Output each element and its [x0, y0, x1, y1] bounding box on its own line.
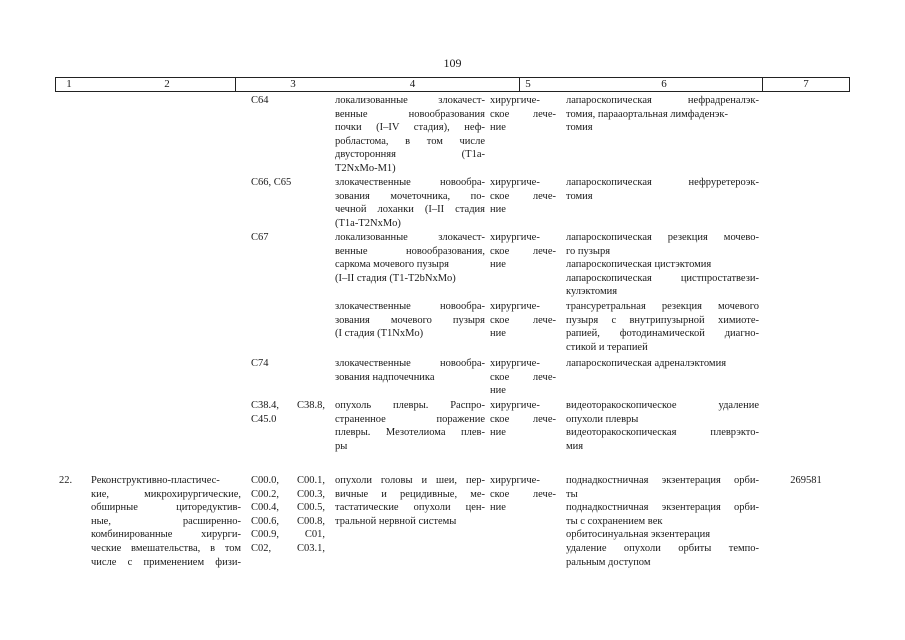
icd-codes: C38.4, C38.8, C45.0	[251, 400, 325, 425]
diagnosis: локализованные злокачест- венные новообразования почки (I–IV стадия), неф- робластома, в том числе двусторонняя (T1a- T2NxMo-M1)	[335, 95, 485, 174]
diagnosis: опухоли головы и шеи, пер- вичные и рецидивные, ме- тастатические опухоли цен- тральной нервной системы	[335, 475, 485, 527]
treatment-type: хирургиче- ское лече- ние	[490, 95, 556, 134]
treatment-methods: видеоторакоскопическое удаление опухоли плевры видеоторакоскопическая плеврэкто- мия	[566, 400, 759, 452]
header-col-7: 7	[803, 78, 809, 90]
icd-codes: C66, C65	[251, 177, 292, 188]
header-col-2: 2	[164, 78, 170, 90]
header-col-6: 6	[661, 78, 667, 90]
diagnosis: локализованные злокачест- венные новообразования, саркома мочевого пузыря (I–II стадия (T1-T2bNxMo)	[335, 232, 485, 284]
treatment-methods: поднадкостничная экзентерация орби- ты поднадкостничная экзентерация орби- ты с сохранением век орбитосинуальная экзентерация удаление опухоли орбиты темпо- ральным доступом	[566, 475, 759, 568]
treatment-methods: лапароскопическая нефрадреналэк- томия, парааортальная лимфаденэк- томия	[566, 95, 759, 134]
header-col-5: 5	[525, 78, 531, 90]
icd-codes: C67	[251, 232, 269, 243]
icd-codes: C74	[251, 358, 269, 369]
row-number: 22.	[59, 475, 73, 486]
treatment-methods: лапароскопическая резекция мочево- го пузыря лапароскопическая цистэктомия лапароскопическая цистпростатвези- кулэктомия	[566, 232, 759, 298]
treatment-type: хирургиче- ское лече- ние	[490, 301, 556, 340]
icd-codes: C00.0, C00.1, C00.2, C00.3, C00.4, C00.5, C00.6, C00.8, C00.9, C01, C02, C03.1,	[251, 475, 325, 554]
header-col-4: 4	[409, 78, 416, 90]
header-col-1: 1	[66, 78, 72, 90]
diagnosis: злокачественные новообра- зования надпочечника	[335, 358, 485, 383]
header-col-3: 3	[290, 78, 296, 90]
treatment-methods: трансуретральная резекция мочевого пузыря с внутрипузырной химиоте- рапией, фотодинамической диагно- стикой и терапией	[566, 301, 759, 353]
table-header	[55, 77, 850, 92]
treatment-methods: лапароскопическая нефруретероэк- томия	[566, 177, 759, 202]
treatment-type: хирургиче- ское лече- ние	[490, 400, 556, 439]
page-number: 109	[443, 56, 462, 70]
treatment-type: хирургиче- ское лече- ние	[490, 177, 556, 216]
treatment-type: хирургиче- ское лече- ние	[490, 358, 556, 397]
diagnosis: злокачественные новообра- зования мочеточника, по- чечной лоханки (I–II стадия (T1a-T2NxMo)	[335, 177, 485, 229]
diagnosis: опухоль плевры. Распро- страненное поражение плевры. Мезотелиома плев- ры	[335, 400, 485, 452]
diagnosis: злокачественные новообра- зования мочевого пузыря (I стадия (T1NxMo)	[335, 301, 485, 340]
procedure-name: Реконструктивно-пластичес- кие, микрохирургические, обширные циторедуктив- ные, расширенно- комбинированные хирурги- ческие вмешательства, в том числе с применением физи-	[91, 475, 241, 568]
icd-codes: C64	[251, 95, 269, 106]
treatment-type: хирургиче- ское лече- ние	[490, 232, 556, 271]
treatment-type: хирургиче- ское лече- ние	[490, 475, 556, 514]
cost-value: 269581	[790, 475, 822, 486]
treatment-methods: лапароскопическая адреналэктомия	[566, 358, 727, 369]
